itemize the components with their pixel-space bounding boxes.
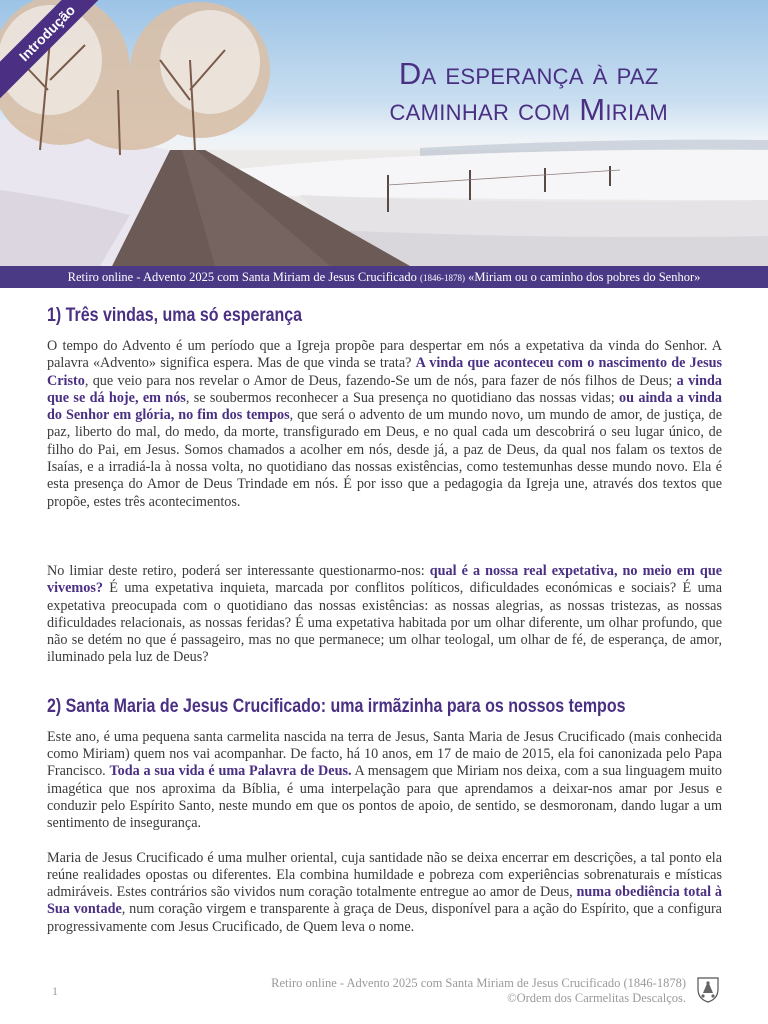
section-1-heading: 1) Três vindas, uma só esperança (47, 304, 303, 326)
hero-image (0, 0, 768, 266)
title-line-2: caminhar com Miriam (389, 92, 668, 127)
emphasis: numa obediência total à Sua vontade (47, 884, 722, 918)
section-ribbon: Introdução (0, 0, 116, 102)
section-1-paragraph-2: No limiar deste retiro, poderá ser interessante questionarmo-nos: qual é a nossa real expetativa, no meio em que vivemos? É uma expetativa inquieta, marcada por conflitos políticos, dificuldades económicas e sociais? É uma expetativa preocupada com o quotidiano das nossas existências: as nossas alegrias, as nossas tristezas, as nossas dificuldades relacionais, as nossas feridas? É uma expetativa habitada por um olhar diferente, um olhar profundo, que não se detém no que é passageiro, mas no que permanece; um olhar teologal, um olhar de fé, de esperança, de amor, iluminado pela luz de Deus? (47, 562, 723, 666)
emphasis: A vinda que aconteceu com o nascimento de Jesus Cristo (47, 355, 723, 389)
emphasis: a vinda que se dá hoje, em nós (47, 372, 722, 406)
section-2-paragraph-2: Maria de Jesus Crucificado é uma mulher oriental, cuja santidade não se deixa encerrar em descrições, a tal ponto ela reúne realidades opostas ou diferentes. Ela combina humildade e pobreza com experiências sobrenaturais e místicas admiráveis. Estes contrários são vividos num coração totalmente entregue ao amor de Deus, numa obediência total à Sua vontade, num coração virgem e transparente à graça de Deus, disponível para a ação do Espírito, que a configura progressivamente com Jesus Crucificado, de Quem leva o nome. (47, 849, 722, 935)
footer-credits (271, 976, 686, 1006)
section-2-heading: 2) Santa Maria de Jesus Crucificado: uma irmãzinha para os nossos tempos (47, 694, 626, 717)
emphasis: qual é a nossa real expetativa, no meio em que vivemos? (47, 562, 723, 597)
banner-text-a: Retiro online - Advento 2025 com Santa Miriam de Jesus Crucificado (67, 270, 420, 284)
banner-text-b: «Miriam ou o caminho dos pobres do Senhor» (464, 270, 701, 284)
title-line-1: Da esperança à paz (398, 56, 659, 91)
retreat-banner (0, 266, 768, 288)
page-title (389, 56, 668, 128)
emphasis: ou ainda a vinda do Senhor em glória, no fim dos tempos (47, 389, 723, 424)
footer-line-1: Retiro online - Advento 2025 com Santa Miriam de Jesus Crucificado (1846-1878) (271, 976, 686, 990)
emphasis: Toda a sua vida é uma Palavra de Deus. (109, 763, 352, 780)
winter-road-photo (0, 0, 768, 266)
footer-line-2: ©Ordem dos Carmelitas Descalços. (507, 991, 686, 1005)
section-2-paragraph-1: Este ano, é uma pequena santa carmelita nascida na terra de Jesus, Santa Maria de Jesus Crucificado (mais conhecida como Miriam) quem nos vai acompanhar. De facto, há 10 anos, em 17 de maio de 2015, ela foi canonizada pelo Papa Francisco. Toda a sua vida é uma Palavra de Deus. A mensagem que Miriam nos deixa, com a sua linguagem muito imagética que nos aproxima da Bíblia, é uma interpelação para que aprendamos a deixar-nos amar por Jesus e conduzir pelo Espírito Santo, neste mundo em que os pontos de apoio, de sentido, se desmoronam, dando lugar a um sentimento de insegurança. (47, 728, 722, 832)
banner-dates: (1846-1878) (419, 273, 465, 283)
carmelite-shield-icon (697, 977, 719, 1003)
page-footer (0, 975, 768, 1015)
page-number: 1 (52, 984, 58, 998)
main-content (47, 302, 722, 936)
section-1-paragraph-1: O tempo do Advento é um período que a Igreja propõe para despertar em nós a expetativa da vinda do Senhor. A palavra «Advento» significa espera. Mas de que vinda se trata? A vinda que aconteceu com o nascimento de Jesus Cristo, que veio para nos revelar o Amor de Deus, fazendo-Se um de nós, para fazer de nós filhos de Deus; a vinda que se dá hoje, em nós, se soubermos reconhecer a Sua presença no quotidiano das nossas vidas; ou ainda a vinda do Senhor em glória, no fim dos tempos, que será o advento de um mundo novo, um mundo de amor, de justiça, de paz, liberto do mal, do medo, da morte, transfigurado em Deus, e no qual cada um descobrirá o seu lugar único, de filho do Pai, em Jesus. Somos chamados a acolher em nós, desde já, a paz de Deus, da qual nos falam os textos de Isaías, e a irradiá-la à nossa volta, no quotidiano das nossas existências, como testemunhas desse mundo novo. Ela é esta presença do Amor de Deus Trindade em nós. É por isso que a pedagogia da Igreja une, através dos textos que propõe, estes três acontecimentos. (47, 338, 723, 510)
